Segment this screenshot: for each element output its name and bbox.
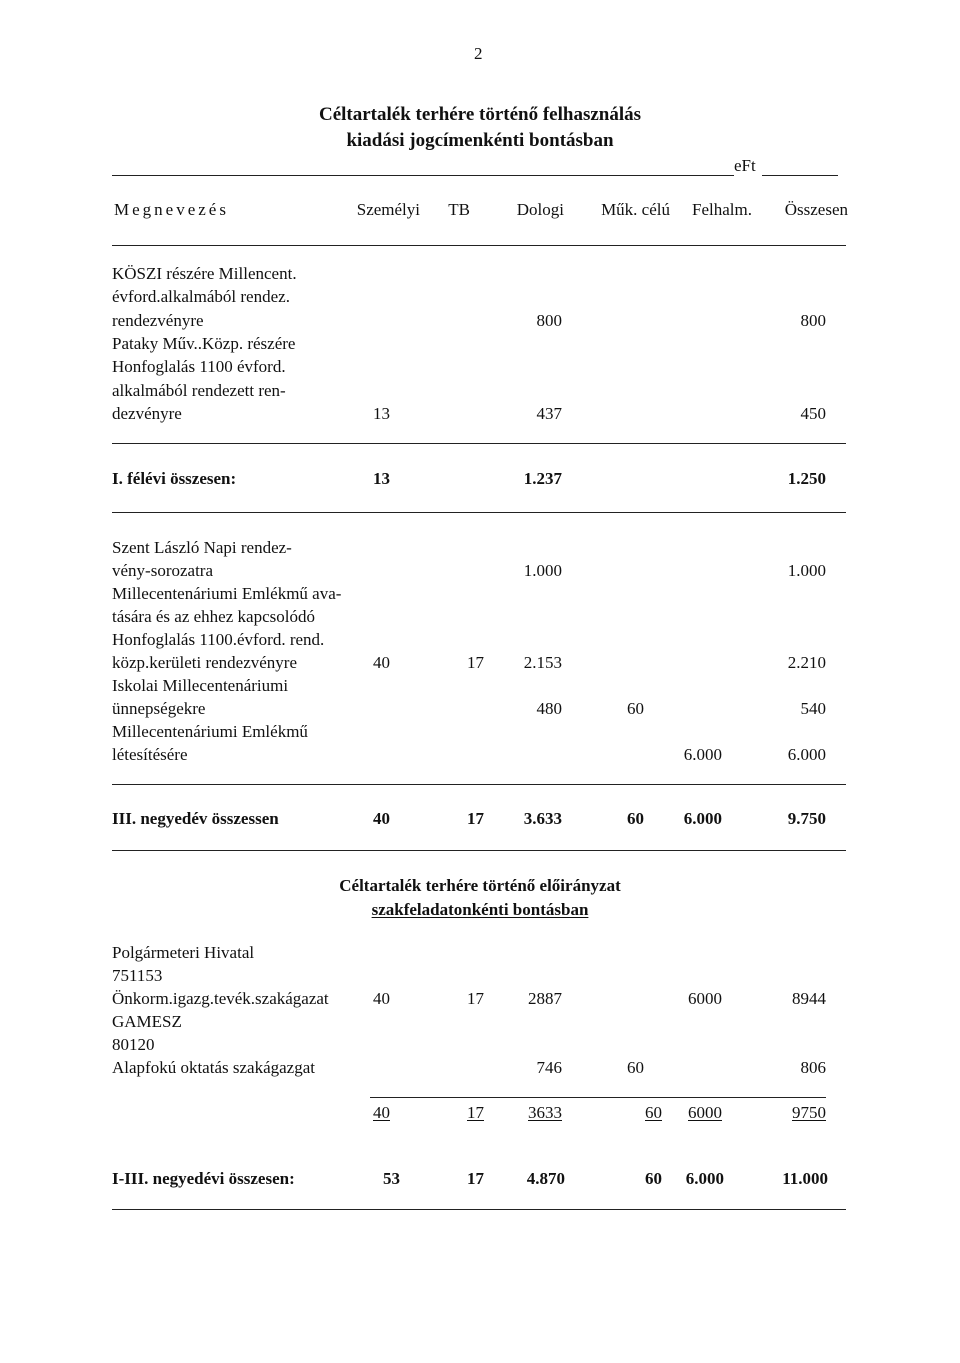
section3-line: 80120 — [112, 1035, 155, 1054]
q3-total-rule — [112, 850, 846, 851]
section1-line: dezvényre — [112, 404, 182, 423]
half-total-osszesen: 1.250 — [787, 469, 826, 488]
section1-rule — [112, 443, 846, 444]
grand-total-tb: 17 — [467, 1169, 484, 1188]
col-header-szemelyi: Személyi — [356, 200, 420, 219]
section2-line: vény-sorozatra — [112, 561, 214, 580]
section2-line: Iskolai Millecentenáriumi — [112, 676, 289, 695]
s3-sum-szemelyi: 40 — [373, 1103, 390, 1122]
grand-total-szemelyi: 53 — [383, 1169, 400, 1188]
title-rule — [112, 175, 734, 176]
section1-line: alkalmából rendezett ren- — [112, 381, 286, 400]
s3-sum-osszesen: 9750 — [792, 1103, 826, 1122]
s2-r1-dologi: 1.000 — [523, 561, 562, 580]
col-header-osszesen: Összesen — [784, 200, 848, 219]
s2-r2-dologi: 2.153 — [523, 653, 562, 672]
half-total-dologi: 1.237 — [523, 469, 562, 488]
grand-total-muk: 60 — [645, 1169, 662, 1188]
q3-total-osszesen: 9.750 — [787, 809, 826, 828]
s3-r2-muk: 60 — [627, 1058, 644, 1077]
s2-r3-dologi: 480 — [536, 699, 562, 718]
q3-total-dologi: 3.633 — [523, 809, 562, 828]
s2-r1-osszesen: 1.000 — [787, 561, 826, 580]
s2-r2-osszesen: 2.210 — [787, 653, 826, 672]
half-total-rule — [112, 512, 846, 513]
section1-line: Pataky Műv..Közp. részére — [112, 334, 296, 353]
section3-rule — [370, 1097, 826, 1098]
s3-r1-osszesen: 8944 — [792, 989, 826, 1008]
grand-total-dologi: 4.870 — [526, 1169, 565, 1188]
s1-r2-dologi: 437 — [536, 404, 562, 423]
subtitle-line1: Céltartalék terhére történő előirányzat — [339, 876, 621, 895]
col-header-name: Megnevezés — [114, 200, 229, 219]
col-header-felhalm: Felhalm. — [692, 200, 752, 219]
q3-total-felhalm: 6.000 — [683, 809, 722, 828]
s1-r1-osszesen: 800 — [800, 311, 826, 330]
s3-sum-muk: 60 — [645, 1103, 662, 1122]
unit-label: eFt — [734, 156, 756, 175]
section2-line: létesítésére — [112, 745, 188, 764]
half-total-szemelyi: 13 — [373, 469, 390, 488]
section2-line: ünnepségekre — [112, 699, 206, 718]
section2-rule — [112, 784, 846, 785]
section2-line: Honfoglalás 1100.évford. rend. — [112, 630, 325, 649]
page-number: 2 — [474, 44, 483, 63]
section3-line: Alapfokú oktatás szakágazgat — [112, 1058, 315, 1077]
grand-total-osszesen: 11.000 — [782, 1169, 828, 1188]
s3-r2-dologi: 746 — [536, 1058, 562, 1077]
s1-r1-dologi: 800 — [536, 311, 562, 330]
s1-r2-szemelyi: 13 — [373, 404, 390, 423]
s2-r2-tb: 17 — [467, 653, 484, 672]
grand-total-felhalm: 6.000 — [685, 1169, 724, 1188]
section3-line: 751153 — [112, 966, 163, 985]
s2-r2-szemelyi: 40 — [373, 653, 390, 672]
s3-sum-felhalm: 6000 — [688, 1103, 722, 1122]
s2-r3-osszesen: 540 — [800, 699, 826, 718]
q3-total-muk: 60 — [627, 809, 644, 828]
col-header-dologi: Dologi — [516, 200, 564, 219]
col-header-muk: Műk. célú — [601, 200, 670, 219]
q3-total-tb: 17 — [467, 809, 484, 828]
section2-line: tására és az ehhez kapcsolódó — [112, 607, 315, 626]
section2-line: Millecentenáriumi Emlékmű ava- — [112, 584, 342, 603]
section2-line: Szent László Napi rendez- — [112, 538, 292, 557]
s3-sum-dologi: 3633 — [528, 1103, 562, 1122]
section2-line: Millecentenáriumi Emlékmű — [112, 722, 308, 741]
s2-r4-felhalm: 6.000 — [683, 745, 722, 764]
page-title-line1: Céltartalék terhére történő felhasználás — [318, 104, 642, 125]
s1-r2-osszesen: 450 — [800, 404, 826, 423]
s3-sum-tb: 17 — [467, 1103, 484, 1122]
subtitle-line2: szakfeladatonkénti bontásban — [371, 900, 589, 919]
half-total-label: I. félévi összesen: — [112, 469, 237, 488]
s3-r1-felhalm: 6000 — [688, 989, 722, 1008]
grand-total-rule — [112, 1209, 846, 1210]
section1-line: KÖSZI részére Millencent. — [112, 264, 297, 283]
s2-r4-osszesen: 6.000 — [787, 745, 826, 764]
col-header-tb: TB — [448, 200, 470, 219]
s3-r1-tb: 17 — [467, 989, 484, 1008]
page-title-line2: kiadási jogcímenkénti bontásban — [346, 130, 614, 151]
grand-total-label: I-III. negyedévi összesen: — [112, 1169, 295, 1188]
q3-total-szemelyi: 40 — [373, 809, 390, 828]
s3-r2-osszesen: 806 — [800, 1058, 826, 1077]
s3-r1-szemelyi: 40 — [373, 989, 390, 1008]
s3-r1-dologi: 2887 — [528, 989, 562, 1008]
unit-rule — [762, 175, 838, 176]
section3-line: Polgármeteri Hivatal — [112, 943, 255, 962]
section1-line: évford.alkalmából rendez. — [112, 287, 290, 306]
section3-line: Önkorm.igazg.tevék.szakágazat — [112, 989, 329, 1008]
section2-line: közp.kerületi rendezvényre — [112, 653, 298, 672]
s2-r3-muk: 60 — [627, 699, 644, 718]
q3-total-label: III. negyedév összessen — [112, 809, 279, 828]
section3-line: GAMESZ — [112, 1012, 182, 1031]
section1-line: rendezvényre — [112, 311, 204, 330]
section1-line: Honfoglalás 1100 évford. — [112, 357, 286, 376]
header-rule — [112, 245, 846, 246]
